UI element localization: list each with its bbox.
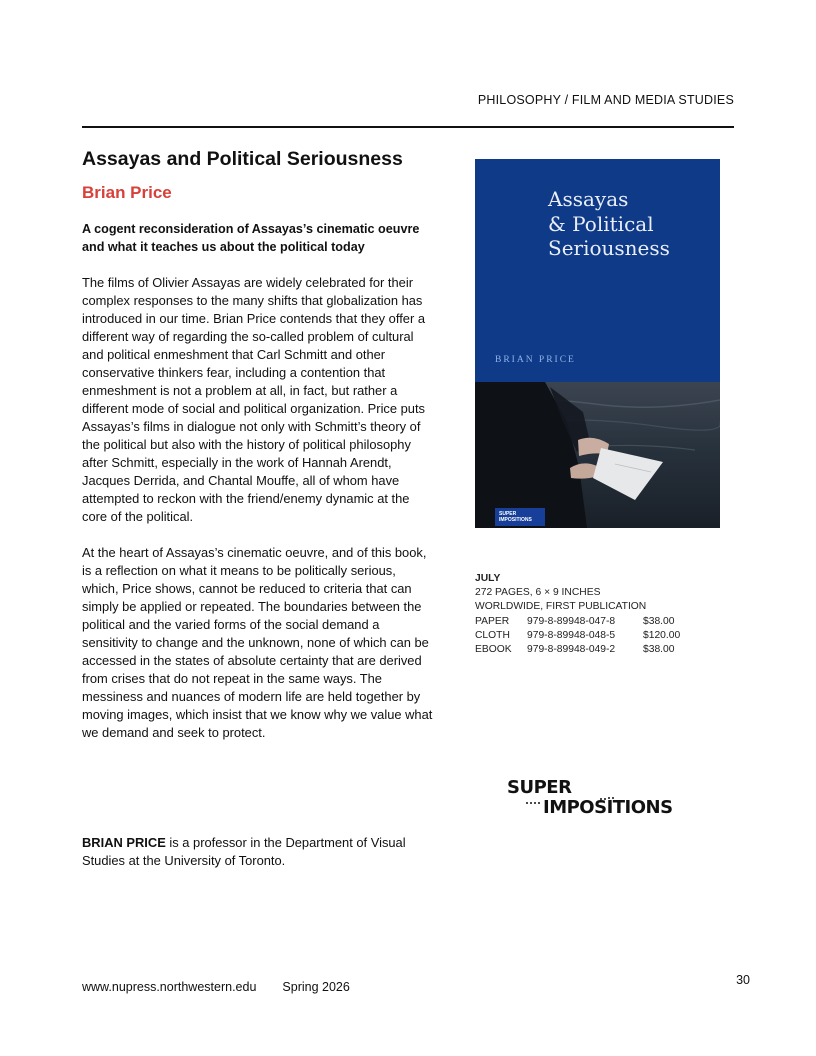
- cover-badge-line: SUPER: [499, 511, 517, 517]
- book-author: Brian Price: [82, 183, 172, 202]
- cover-title-line: & Political: [548, 211, 654, 236]
- logo-word-impositions: IMPOSITIONS: [543, 797, 673, 818]
- catalog-category: PHILOSOPHY / FILM AND MEDIA STUDIES: [477, 93, 734, 107]
- footer-url: www.nupress.northwestern.edu: [82, 980, 257, 994]
- pub-rights: WORLDWIDE, FIRST PUBLICATION: [475, 601, 647, 613]
- edition-row: [475, 643, 680, 657]
- footer-season: Spring 2026: [282, 980, 350, 994]
- edition-price: $120.00: [643, 629, 681, 641]
- cover-imprint-badge: [495, 508, 545, 526]
- book-details: [82, 146, 434, 742]
- book-title: Assayas and Political Seriousness: [82, 148, 403, 170]
- author-bio: [82, 834, 434, 870]
- pub-specs: 272 PAGES, 6 × 9 INCHES: [475, 587, 601, 599]
- edition-row: [475, 615, 680, 629]
- edition-format: EBOOK: [475, 644, 512, 656]
- edition-price: $38.00: [643, 615, 675, 627]
- logo-word-super: SUPER: [507, 777, 572, 798]
- edition-row: [475, 629, 680, 643]
- edition-price: $38.00: [643, 644, 675, 656]
- book-cover: [475, 159, 720, 528]
- edition-isbn: 979-8-89948-049-2: [527, 644, 616, 656]
- description-paragraph: At the heart of Assayas’s cinematic oeuvre, and of this book, is a reflection on what it means to be politically serious, which, Price shows, cannot be reduced to criteria that can simply be applied or repeated. The boundaries between the political and the varied forms of the social demand a sensitivity to change and the unknown, none of which can be accessed in the states of absolute certainty that are derived from crises that do not repeat in the same ways. The messiness and nuances of modern life are held together by moving images, which insist that we know why we value what we demand and seek to protect.: [82, 545, 433, 740]
- page-number: 30: [736, 973, 750, 987]
- publication-info: [475, 572, 680, 657]
- footer: [82, 980, 350, 994]
- book-tagline: A cogent reconsideration of Assayas’s cinematic oeuvre and what it teaches us about the political today: [82, 222, 420, 254]
- cover-title-line: Seriousness: [548, 236, 670, 260]
- edition-format: CLOTH: [475, 629, 510, 641]
- cover-badge-line: IMPOSITIONS: [499, 517, 532, 523]
- cover-title-line: Assayas: [548, 187, 629, 211]
- author-bio-text: is a professor in the Department of Visual Studies at the University of Toronto.: [82, 835, 406, 868]
- edition-isbn: 979-8-89948-047-8: [527, 615, 616, 627]
- header-rule: [82, 126, 734, 128]
- edition-format: PAPER: [475, 615, 510, 627]
- pub-month: JULY: [475, 573, 501, 584]
- cover-author: BRIAN PRICE: [495, 355, 576, 365]
- imprint-logo: [507, 778, 691, 822]
- edition-isbn: 979-8-89948-048-5: [527, 629, 616, 641]
- cover-title: [548, 187, 698, 261]
- cover-photo: [475, 382, 720, 528]
- description-paragraph: The films of Olivier Assayas are widely celebrated for their complex responses to the many shifts that globalization has introduced in our time. Brian Price contends that they offer a different way of regarding the so-called problem of cultural and political enmeshment that Carl Schmitt and other conservative thinkers fear, including a contention that enmeshment is not a problem at all, in fact, but rather a different mode of social and political organization. Price puts Assayas’s films in dialogue not only with Schmitt’s theory of the political but also with the history of political philosophy after Schmitt, especially in the work of Hannah Arendt, Jacques Derrida, and Chantal Mouffe, all of whom have attempted to reckon with the friend/enemy dynamic at the core of the political.: [82, 275, 425, 524]
- author-bio-name: BRIAN PRICE: [82, 835, 166, 850]
